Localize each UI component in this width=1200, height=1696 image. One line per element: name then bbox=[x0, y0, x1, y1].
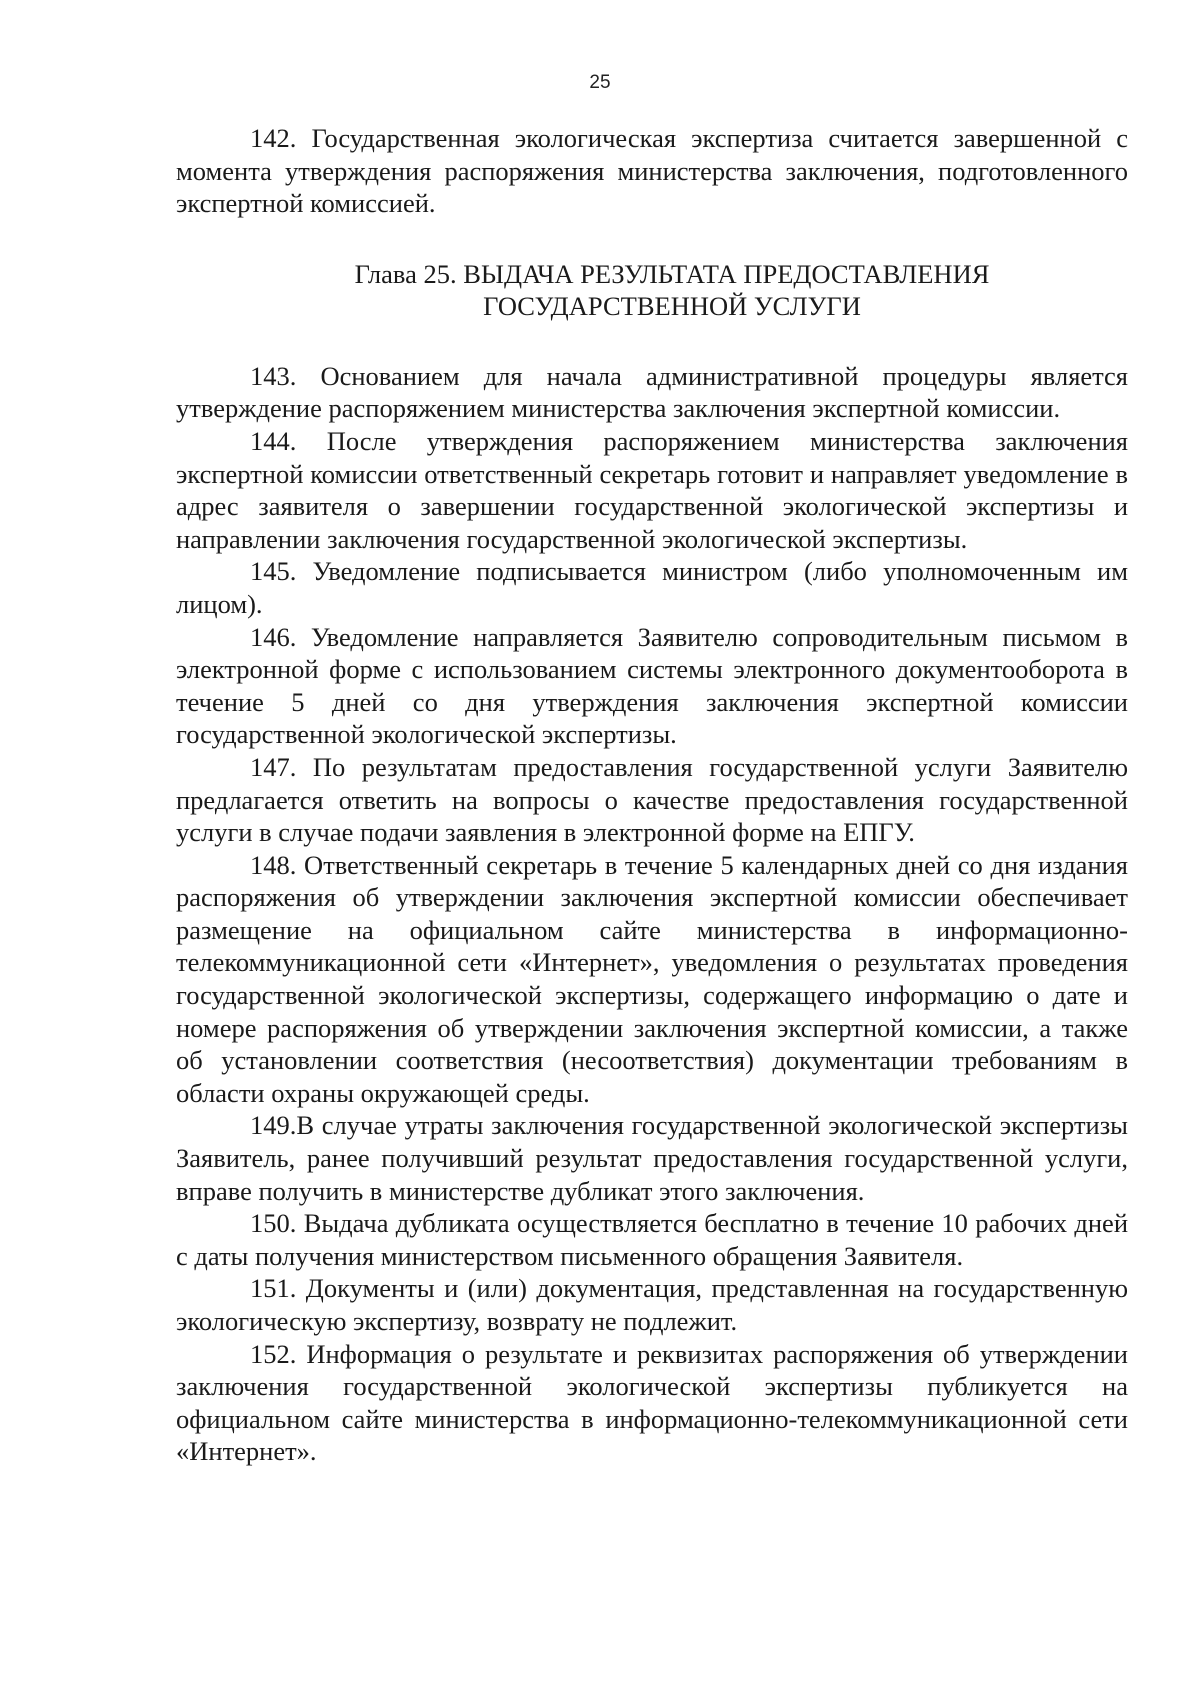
chapter-title bbox=[176, 258, 1128, 322]
paragraph-145: 145. Уведомление подписывается министром (либо уполномоченным им лицом). bbox=[176, 556, 1128, 619]
paragraph-149: 149.В случае утраты заключения государственной экологической экспертизы Заявитель, ранее получивший результат предоставления государственной услуги, вправе получить в министерстве дубликат этого заключения. bbox=[176, 1110, 1128, 1206]
paragraph-151: 151. Документы и (или) документация, представленная на государственную экологическую экспертизу, возврату не подлежит. bbox=[176, 1273, 1128, 1336]
paragraph-150: 150. Выдача дубликата осуществляется бесплатно в течение 10 рабочих дней с даты получения министерством письменного обращения Заявителя. bbox=[176, 1208, 1128, 1271]
page-number: 25 bbox=[589, 72, 611, 93]
paragraph-148: 148. Ответственный секретарь в течение 5 календарных дней со дня издания распоряжения об утверждении заключения экспертной комиссии обеспечивает размещение на официальном сайте министерства в информационно-телекоммуникационной сети «Интернет», уведомления о результатах проведения государственной экологической экспертизы, содержащего информацию о дате и номере распоряжения об утверждении заключения экспертной комиссии, а также об установлении соответствия (несоответствия) документации требованиям в области охраны окружающей среды. bbox=[176, 849, 1128, 1108]
paragraph-142: 142. Государственная экологическая экспертиза считается завершенной с момента утверждения распоряжения министерства заключения, подготовленного экспертной комиссией. bbox=[176, 123, 1128, 219]
paragraph-147: 147. По результатам предоставления государственной услуги Заявителю предлагается ответить на вопросы о качестве предоставления государственной услуги в случае подачи заявления в электронной форме на ЕПГУ. bbox=[176, 751, 1128, 848]
paragraph-146: 146. Уведомление направляется Заявителю сопроводительным письмом в электронной форме с использованием системы электронного документооборота в течение 5 дней со дня утверждения заключения экспертной комиссии государственной экологической экспертизы. bbox=[176, 621, 1128, 750]
chapter-title-line-1: Глава 25. ВЫДАЧА РЕЗУЛЬТАТА ПРЕДОСТАВЛЕНИЯ bbox=[354, 258, 990, 289]
paragraph-143: 143. Основанием для начала административной процедуры является утверждение распоряжением министерства заключения экспертной комиссии. bbox=[176, 360, 1128, 424]
paragraph-152: 152. Информация о результате и реквизитах распоряжения об утверждении заключения государственной экологической экспертизы публикуется на официальном сайте министерства в информационно-телекоммуникационной сети «Интернет». bbox=[176, 1338, 1128, 1467]
document-body bbox=[176, 122, 1128, 1468]
chapter-title-line-2: ГОСУДАРСТВЕННОЙ УСЛУГИ bbox=[483, 290, 861, 321]
paragraph-144: 144. После утверждения распоряжением министерства заключения экспертной комиссии ответственный секретарь готовит и направляет уведомление в адрес заявителя о завершении государственной экологической экспертизы и направлении заключения государственной экологической экспертизы. bbox=[176, 425, 1128, 554]
